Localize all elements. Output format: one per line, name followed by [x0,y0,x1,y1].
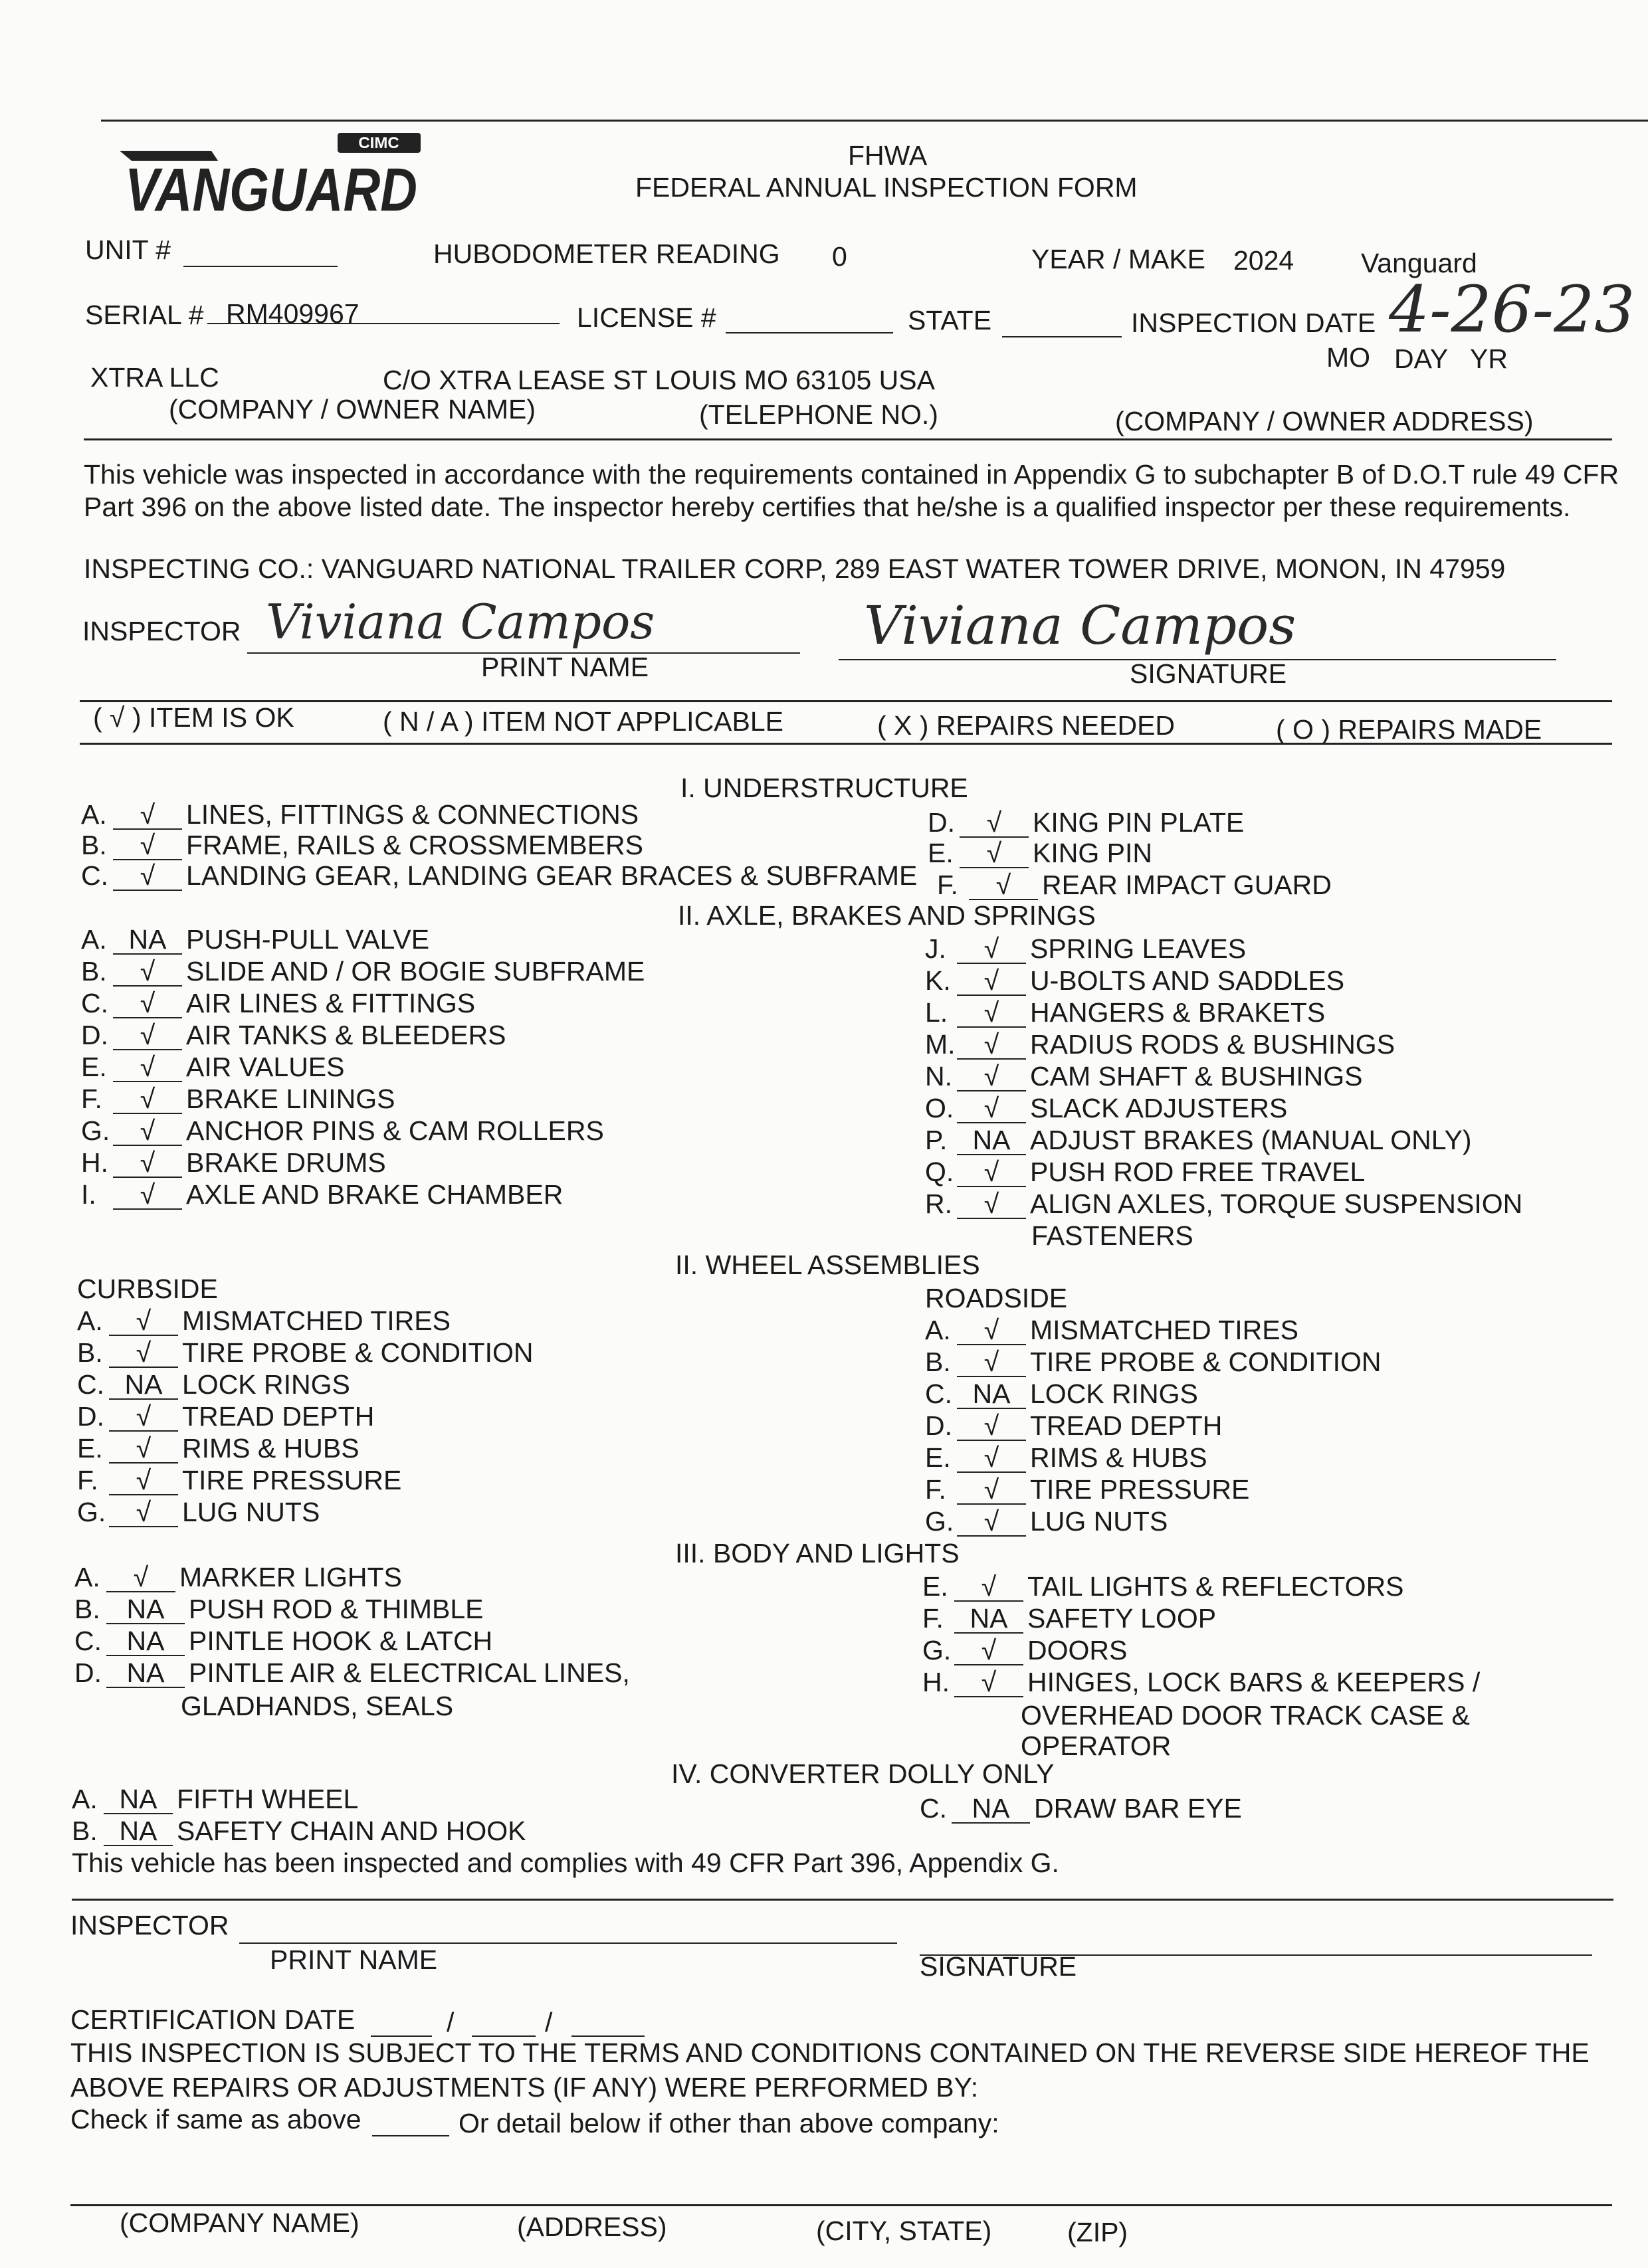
item-continuation: OPERATOR [1021,1731,1172,1761]
hubodometer-value: 0 [832,241,847,272]
checklist-item: C. NA LOCK RINGS [925,1378,1198,1409]
checklist-item: K. √ U-BOLTS AND SADDLES [925,965,1345,996]
checklist-item: Q. √ PUSH ROD FREE TRAVEL [925,1157,1366,1187]
checklist-item: P. NA ADJUST BRAKES (MANUAL ONLY) [925,1125,1472,1155]
hubodometer-label: HUBODOMETER READING [433,238,780,269]
license-label: LICENSE # [577,302,716,333]
compliance-rule [72,1899,1613,1901]
checklist-item: C. NA PINTLE HOOK & LATCH [74,1626,493,1656]
form-title: FEDERAL ANNUAL INSPECTION FORM [635,172,1138,203]
checklist-item: D. √ KING PIN PLATE [928,807,1245,838]
check-tail-text: Or detail below if other than above company: [459,2108,999,2138]
footer-print-name-line[interactable] [239,1942,897,1944]
inspector-print-name: Viviana Campos [266,594,655,650]
repair-company-rule [70,2204,1612,2206]
inspector-signature[interactable]: Viviana Campos [864,595,1296,656]
checklist-item: M. √ RADIUS RODS & BUSHINGS [925,1029,1395,1060]
footer-inspector-label: INSPECTOR [70,1910,229,1940]
caption-zip: (ZIP) [1067,2217,1128,2247]
caption-company-name: (COMPANY NAME) [120,2208,360,2238]
checklist-item: E. √ RIMS & HUBS [925,1442,1207,1473]
unit-label: UNIT # [85,235,171,265]
checklist-item: D. √ TREAD DEPTH [925,1410,1223,1441]
print-name-caption: PRINT NAME [481,652,649,682]
checklist-item: D. NA PINTLE AIR & ELECTRICAL LINES, [74,1657,630,1688]
section-body-title: III. BODY AND LIGHTS [675,1538,960,1568]
checklist-item: C. √ LANDING GEAR, LANDING GEAR BRACES & SUBFRAME [81,860,918,891]
checklist-item: B. √ FRAME, RAILS & CROSSMEMBERS [81,830,644,860]
logo-brand: VANGUARD [125,156,417,224]
section-wheel-title: II. WHEEL ASSEMBLIES [675,1250,980,1280]
terms-line-1: THIS INSPECTION IS SUBJECT TO THE TERMS AND CONDITIONS CONTAINED ON THE REVERSE SIDE HEREOF THE [70,2037,1590,2068]
section-dolly-title: IV. CONVERTER DOLLY ONLY [671,1758,1055,1789]
company-rule [84,438,1612,440]
legend-bottom-rule [80,743,1612,745]
footer-signature-caption: SIGNATURE [920,1951,1077,1982]
roadside-title: ROADSIDE [925,1283,1068,1313]
checklist-item: F. √ TIRE PRESSURE [925,1474,1250,1505]
inspection-date-value: 4-26-23 [1389,272,1635,347]
checklist-item: G. √ DOORS [922,1635,1128,1665]
checklist-item: E. √ TAIL LIGHTS & REFLECTORS [922,1571,1404,1602]
checklist-item: A. NA PUSH-PULL VALVE [81,924,430,955]
checklist-item: F. √ BRAKE LININGS [81,1084,395,1114]
checklist-item: G. √ LUG NUTS [77,1497,320,1527]
checklist-item: A. NA FIFTH WHEEL [72,1784,359,1814]
year-make-label: YEAR / MAKE [1031,244,1206,274]
logo-sub: CIMC [358,134,399,152]
make-value: Vanguard [1361,248,1477,278]
checklist-item: B. √ TIRE PROBE & CONDITION [77,1337,534,1368]
cert-date-year[interactable] [571,2013,645,2037]
section-understructure-title: I. UNDERSTRUCTURE [680,773,968,803]
year-make-value: 2024 [1233,245,1294,276]
checklist-item: R. √ ALIGN AXLES, TORQUE SUSPENSION [925,1188,1523,1219]
checklist-item: C. NA LOCK RINGS [77,1369,350,1400]
serial-field[interactable]: RM409967 [207,300,560,324]
checklist-item: F. √ REAR IMPACT GUARD [937,870,1332,900]
top-rule [101,120,1648,122]
legend-top-rule [80,700,1612,702]
checklist-item: B. NA SAFETY CHAIN AND HOOK [72,1816,526,1846]
signature-caption: SIGNATURE [1130,658,1287,689]
certification-date-label: CERTIFICATION DATE [70,2004,356,2035]
checklist-item: G. √ ANCHOR PINS & CAM ROLLERS [81,1115,604,1146]
item-continuation: OVERHEAD DOOR TRACK CASE & [1021,1700,1470,1731]
license-field[interactable] [726,310,893,333]
date-mo-caption: MO [1326,342,1371,373]
header-fhwa: FHWA [848,140,928,171]
checklist-item: A. √ MARKER LIGHTS [74,1562,402,1592]
legend-repairs-made: ( O ) REPAIRS MADE [1276,714,1542,745]
caption-address: (ADDRESS) [517,2212,667,2242]
item-continuation: FASTENERS [1031,1220,1193,1251]
serial-label: SERIAL # [85,300,204,330]
checklist-item: E. √ AIR VALUES [81,1052,345,1082]
legend-ok: ( √ ) ITEM IS OK [93,702,294,733]
terms-line-2: ABOVE REPAIRS OR ADJUSTMENTS (IF ANY) WERE PERFORMED BY: [70,2072,979,2103]
checklist-item: D. √ AIR TANKS & BLEEDERS [81,1020,506,1050]
checklist-item: B. √ TIRE PROBE & CONDITION [925,1347,1382,1377]
company-address-caption: (COMPANY / OWNER ADDRESS) [1115,406,1534,436]
company-name-caption: (COMPANY / OWNER NAME) [169,394,536,425]
state-field[interactable] [1002,314,1122,337]
checklist-item: D. √ TREAD DEPTH [77,1401,375,1432]
date-day-caption: DAY [1394,343,1449,374]
section-axle-title: II. AXLE, BRAKES AND SPRINGS [678,900,1096,931]
footer-print-name-caption: PRINT NAME [270,1944,438,1975]
company-address-value: C/O XTRA LEASE ST LOUIS MO 63105 USA [383,365,935,395]
date-separator: / [545,2007,553,2037]
checklist-item: A. √ LINES, FITTINGS & CONNECTIONS [81,799,639,830]
certification-paragraph: This vehicle was inspected in accordance with the requirements contained in Appendix G to subchapter B of D.O.T rule 49 CFR Part 396 on the above listed date. The inspector hereby certifies that he/she is a qualified inspector per these requirements. [84,459,1619,523]
company-name: XTRA LLC [90,362,219,393]
legend-na: ( N / A ) ITEM NOT APPLICABLE [383,706,784,737]
item-continuation: GLADHANDS, SEALS [181,1691,454,1721]
compliance-statement: This vehicle has been inspected and complies with 49 CFR Part 396, Appendix G. [72,1847,1059,1878]
checklist-item: B. √ SLIDE AND / OR BOGIE SUBFRAME [81,956,645,987]
cert-date-month[interactable] [371,2013,432,2037]
caption-city-state: (CITY, STATE) [816,2216,992,2246]
inspecting-company: INSPECTING CO.: VANGUARD NATIONAL TRAILER CORP, 289 EAST WATER TOWER DRIVE, MONON, IN 47959 [84,553,1506,584]
checklist-item: A. √ MISMATCHED TIRES [77,1305,451,1336]
checklist-item: N. √ CAM SHAFT & BUSHINGS [925,1061,1363,1091]
inspection-date-label: INSPECTION DATE [1131,308,1376,338]
inspector-label: INSPECTOR [82,616,241,646]
unit-field[interactable] [183,243,338,267]
checklist-item: J. √ SPRING LEAVES [925,933,1247,964]
checklist-item: L. √ HANGERS & BRAKETS [925,997,1326,1028]
checklist-item: B. NA PUSH ROD & THIMBLE [74,1594,484,1624]
legend-repairs-needed: ( X ) REPAIRS NEEDED [877,710,1176,741]
checklist-item: I. √ AXLE AND BRAKE CHAMBER [81,1179,564,1210]
checklist-item: H. √ HINGES, LOCK BARS & KEEPERS / [922,1667,1481,1697]
vanguard-logo [118,128,431,224]
checklist-item: C. NA DRAW BAR EYE [920,1793,1242,1824]
checklist-item: F. NA SAFETY LOOP [922,1603,1217,1634]
checklist-item: C. √ AIR LINES & FITTINGS [81,988,476,1018]
check-same-label: Check if same as above [70,2104,361,2134]
date-yr-caption: YR [1470,343,1508,374]
cert-date-day[interactable] [472,2013,536,2037]
telephone-caption: (TELEPHONE NO.) [699,399,938,430]
checklist-item: A. √ MISMATCHED TIRES [925,1315,1298,1345]
checklist-item: H. √ BRAKE DRUMS [81,1147,386,1178]
curbside-title: CURBSIDE [77,1274,218,1304]
checklist-item: O. √ SLACK ADJUSTERS [925,1093,1288,1123]
checklist-item: G. √ LUG NUTS [925,1506,1168,1537]
check-same-field[interactable] [372,2113,449,2136]
checklist-item: E. √ RIMS & HUBS [77,1433,360,1464]
checklist-item: E. √ KING PIN [928,838,1152,868]
date-separator: / [447,2007,455,2037]
checklist-item: F. √ TIRE PRESSURE [77,1465,402,1495]
state-label: STATE [908,305,992,335]
